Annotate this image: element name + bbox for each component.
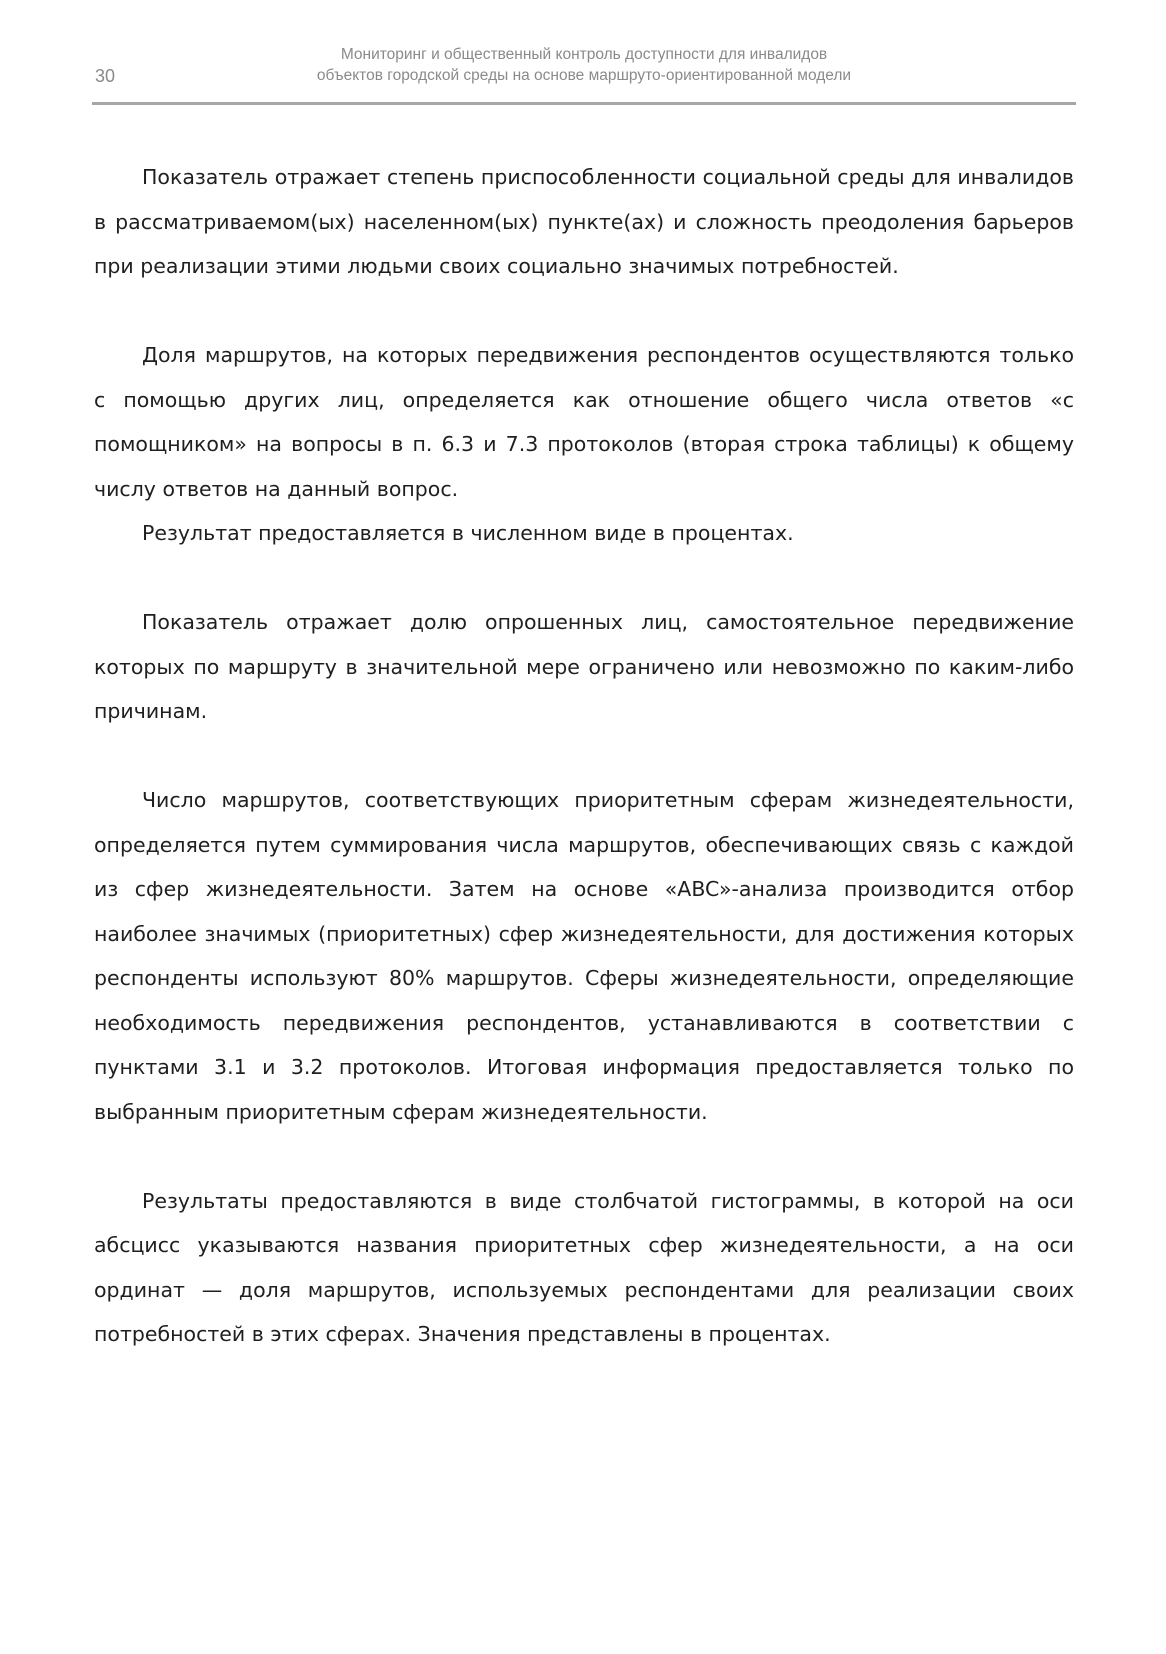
running-title-line-1: Мониторинг и общественный контроль доступности для инвалидов [340, 46, 828, 63]
paragraph: Доля маршрутов, на которых передвижения респондентов осуществляются только с помощью других лиц, определяется как отношение общего числа ответов «с помощником» на вопросы в п. 6.3 и 7.3 протоколов (вторая строка таблицы) к общему числу ответов на данный вопрос. [94, 343, 1074, 501]
paragraph-gap [94, 1134, 1074, 1179]
paragraph: Число маршрутов, соответствующих приоритетным сферам жизнедеятельности, определяется путем суммирования числа маршрутов, обеспечивающих связь с каждой из сфер жизнедеятельности. Затем на основе «ABC»-анализа производится отбор наиболее значимых (приоритетных) сфер жизнедеятельности, для достижения которых респонденты используют 80% маршрутов. Сферы жизнедеятельности, определяющие необходимость передвижения респондентов, устанавливаются в соответствии с пунктами 3.1 и 3.2 протоколов. Итоговая информация предоставляется только по выбранным приоритетным сферам жизнедеятельности. [94, 788, 1074, 1124]
page-header [92, 40, 1076, 105]
paragraph-gap [94, 734, 1074, 779]
paragraph: Результаты предоставляются в виде столбчатой гистограммы, в которой на оси абсцисс указываются названия приоритетных сфер жизнедеятельности, а на оси ординат — доля маршрутов, используемых респондентами для реализации своих потребностей в этих сферах. Значения представлены в процентах. [94, 1188, 1074, 1346]
paragraph: Результат предоставляется в численном виде в процентах. [142, 521, 794, 545]
paragraph-gap [94, 556, 1074, 601]
running-title [92, 44, 1076, 86]
running-title-line-2: объектов городской среды на основе маршруто-ориентированной модели [316, 67, 852, 84]
paragraph: Показатель отражает долю опрошенных лиц, самостоятельное передвижение которых по маршруту в значительной мере ограничено или невозможно по каким-либо причинам. [94, 610, 1074, 723]
paragraph-gap [94, 289, 1074, 334]
paragraph: Показатель отражает степень приспособленности социальной среды для инвалидов в рассматриваемом(ых) населенном(ых) пункте(ах) и сложность преодоления барьеров при реализации этими людьми своих социально значимых потребностей. [94, 165, 1074, 278]
document-body [94, 155, 1074, 1357]
page-number: 30 [95, 66, 116, 86]
